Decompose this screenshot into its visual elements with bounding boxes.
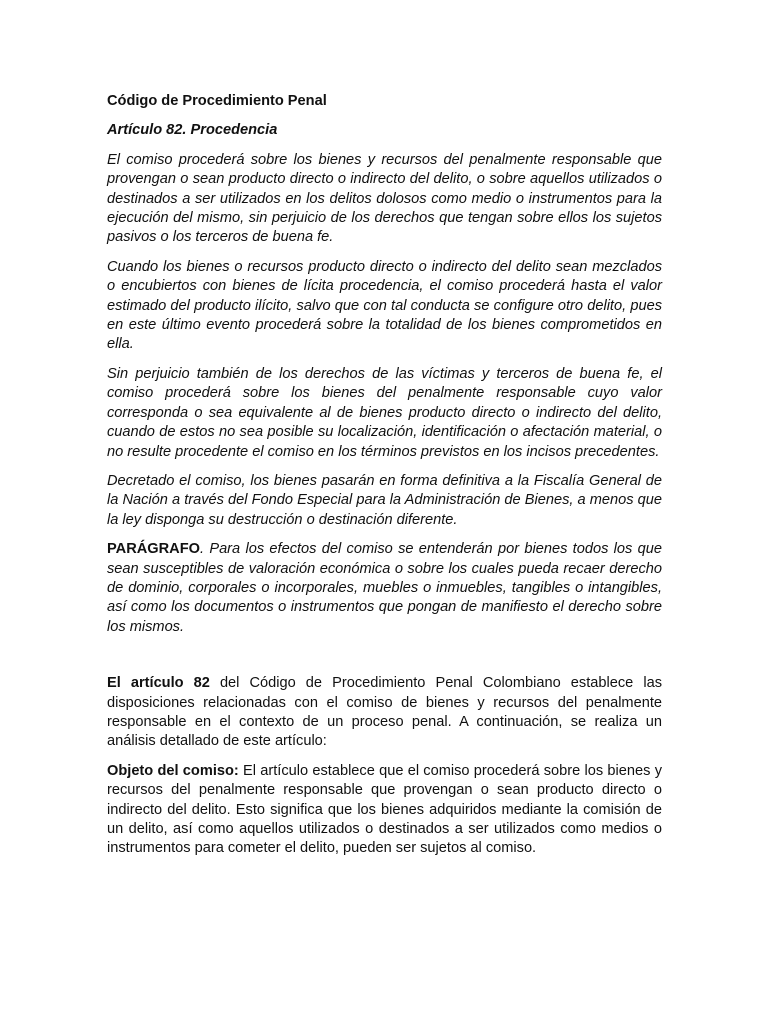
analysis-objeto <box>107 762 662 859</box>
article-paragraph-1: El comiso procederá sobre los bienes y recursos del penalmente responsable que provengan o sean producto directo o indirecto del delito, o sobre aquellos utilizados o destinados a ser utilizados en los delitos dolosos como medio o instrumentos para la ejecución del mismo, sin perjuicio de los derechos que tengan sobre ellos los sujetos pasivos o los terceros de buena fe. <box>107 151 662 246</box>
analysis-objeto-text: El artículo establece que el comiso procederá sobre los bienes y recursos del penalmente responsable que provengan o sean producto directo o indirecto del delito. Esto significa que los bienes adquiridos mediante la comisión de un delito, así como aquellos utilizados o destinados a ser utilizados como medios o instrumentos para cometer el delito, pueden ser sujetos al comiso. <box>107 762 662 857</box>
document-title: Código de Procedimiento Penal <box>107 93 327 109</box>
paragrafo-label: PARÁGRAFO <box>107 541 200 558</box>
article-heading: Artículo 82. Procedencia <box>107 122 278 139</box>
paragrafo-paragraph <box>107 540 662 637</box>
analysis-intro-text: del Código de Procedimiento Penal Colombiano establece las disposiciones relacionadas con el comiso de bienes y recursos del penalmente responsable en el contexto de un proceso penal. A continuación, se realiza un análisis detallado de este artículo: <box>107 675 662 750</box>
section-spacer <box>107 637 662 674</box>
article-paragraph-4: Decretado el comiso, los bienes pasarán en forma definitiva a la Fiscalía General de la Nación a través del Fondo Especial para la Administración de Bienes, a menos que la ley disponga su destrucción o destinación diferente. <box>107 472 662 528</box>
analysis-intro-lead: El artículo 82 <box>107 675 210 692</box>
article-body <box>107 151 662 637</box>
article-paragraph-2: Cuando los bienes o recursos producto directo o indirecto del delito sean mezclados o encubiertos con bienes de lícita procedencia, el comiso procederá hasta el valor estimado del producto ilícito, salvo que con tal conducta se configure otro delito, pues en este último evento procederá sobre la totalidad de los bienes comprometidos en ella. <box>107 258 662 353</box>
analysis-section <box>107 674 662 859</box>
analysis-intro <box>107 674 662 752</box>
article-paragraph-3: Sin perjuicio también de los derechos de las víctimas y terceros de buena fe, el comiso procederá sobre los bienes del penalmente responsable cuyo valor corresponda o sea equivalente al de bienes producto directo o indirecto del delito, cuando de estos no sea posible su localización, identificación o afectación material, o no resulte procedente el comiso en los términos previstos en los incisos precedentes. <box>107 365 662 460</box>
analysis-objeto-lead: Objeto del comiso: <box>107 762 239 779</box>
document-page <box>107 92 662 869</box>
paragrafo-text: . Para los efectos del comiso se entenderán por bienes todos los que sean susceptibles de valoración económica o sobre los cuales pueda recaer derecho de dominio, corporales o incorporales, muebles o inmuebles, tangibles o intangibles, así como los documentos o instrumentos que pongan de manifiesto el derecho sobre los mismos. <box>107 541 662 635</box>
